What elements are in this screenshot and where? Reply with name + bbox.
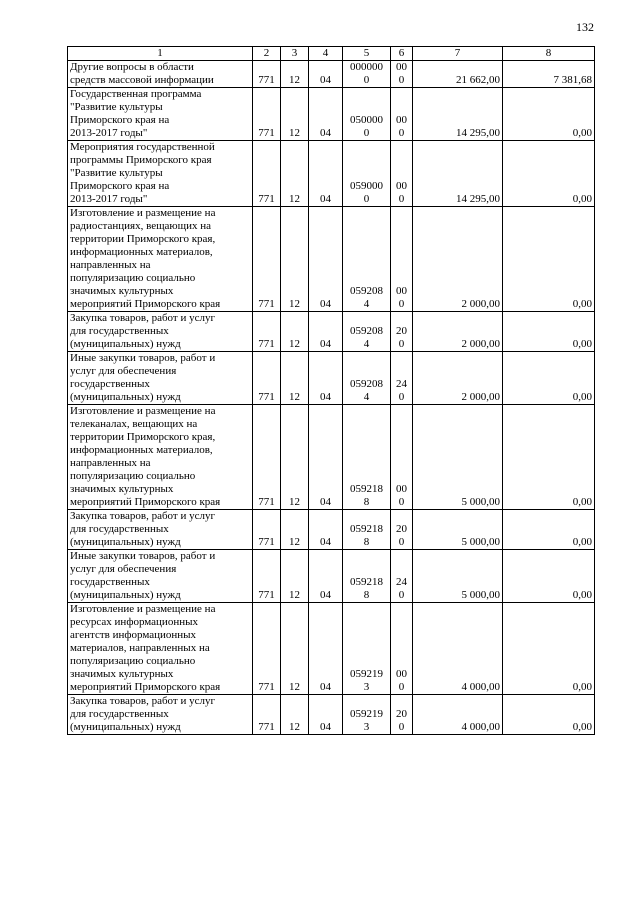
cell-col6: 00 0 (391, 207, 413, 312)
table-row (68, 352, 595, 405)
table-row (68, 61, 595, 88)
cell-col7: 4 000,00 (413, 603, 503, 695)
cell-col6: 00 0 (391, 141, 413, 207)
table-row (68, 695, 595, 735)
budget-table (67, 46, 595, 735)
table-row (68, 405, 595, 510)
row-name: Государственная программа "Развитие культуры Приморского края на 2013-2017 годы" (68, 88, 253, 141)
cell-col6: 24 0 (391, 550, 413, 603)
cell-col3: 12 (281, 695, 309, 735)
cell-col7: 21 662,00 (413, 61, 503, 88)
header-cell: 5 (343, 47, 391, 61)
cell-col5: 059218 8 (343, 510, 391, 550)
cell-col2: 771 (253, 312, 281, 352)
cell-col5: 059218 8 (343, 550, 391, 603)
cell-col6: 00 0 (391, 603, 413, 695)
table-row (68, 312, 595, 352)
cell-col5: 059208 4 (343, 312, 391, 352)
cell-col8: 0,00 (503, 352, 595, 405)
table-row (68, 510, 595, 550)
cell-col4: 04 (309, 141, 343, 207)
cell-col5: 059218 8 (343, 405, 391, 510)
cell-col3: 12 (281, 312, 309, 352)
table-row (68, 603, 595, 695)
cell-col7: 14 295,00 (413, 141, 503, 207)
cell-col2: 771 (253, 695, 281, 735)
cell-col8: 0,00 (503, 405, 595, 510)
header-row (68, 47, 595, 61)
cell-col7: 2 000,00 (413, 207, 503, 312)
cell-col3: 12 (281, 61, 309, 88)
cell-col3: 12 (281, 510, 309, 550)
header-cell: 2 (253, 47, 281, 61)
header-cell: 6 (391, 47, 413, 61)
cell-col6: 20 0 (391, 510, 413, 550)
cell-col2: 771 (253, 207, 281, 312)
table-row (68, 207, 595, 312)
cell-col2: 771 (253, 61, 281, 88)
table-row (68, 88, 595, 141)
cell-col7: 14 295,00 (413, 88, 503, 141)
cell-col2: 771 (253, 405, 281, 510)
cell-col3: 12 (281, 405, 309, 510)
cell-col8: 0,00 (503, 207, 595, 312)
cell-col5: 050000 0 (343, 88, 391, 141)
cell-col4: 04 (309, 550, 343, 603)
cell-col2: 771 (253, 510, 281, 550)
row-name: Иные закупки товаров, работ и услуг для обеспечения государственных (муниципальных) нужд (68, 352, 253, 405)
table-row (68, 550, 595, 603)
cell-col8: 0,00 (503, 695, 595, 735)
cell-col6: 24 0 (391, 352, 413, 405)
cell-col3: 12 (281, 88, 309, 141)
cell-col2: 771 (253, 550, 281, 603)
row-name: Изготовление и размещение на телеканалах, вещающих на территории Приморского края, информационных материалов, направленных на популяризацию социально значимых культурных мероприятий Приморского края (68, 405, 253, 510)
cell-col5: 059219 3 (343, 695, 391, 735)
cell-col6: 20 0 (391, 695, 413, 735)
cell-col7: 2 000,00 (413, 352, 503, 405)
row-name: Изготовление и размещение на ресурсах информационных агентств информационных материалов, направленных на популяризацию социально значимых культурных мероприятий Приморского края (68, 603, 253, 695)
cell-col8: 0,00 (503, 312, 595, 352)
cell-col4: 04 (309, 405, 343, 510)
cell-col7: 5 000,00 (413, 405, 503, 510)
cell-col7: 5 000,00 (413, 550, 503, 603)
cell-col4: 04 (309, 352, 343, 405)
cell-col6: 00 0 (391, 405, 413, 510)
cell-col8: 0,00 (503, 510, 595, 550)
row-name: Мероприятия государственной программы Приморского края "Развитие культуры Приморского края на 2013-2017 годы" (68, 141, 253, 207)
cell-col8: 0,00 (503, 141, 595, 207)
row-name: Закупка товаров, работ и услуг для государственных (муниципальных) нужд (68, 510, 253, 550)
cell-col8: 7 381,68 (503, 61, 595, 88)
cell-col7: 5 000,00 (413, 510, 503, 550)
cell-col4: 04 (309, 61, 343, 88)
header-cell: 7 (413, 47, 503, 61)
row-name: Закупка товаров, работ и услуг для государственных (муниципальных) нужд (68, 695, 253, 735)
row-name: Закупка товаров, работ и услуг для государственных (муниципальных) нужд (68, 312, 253, 352)
cell-col3: 12 (281, 352, 309, 405)
cell-col2: 771 (253, 88, 281, 141)
header-cell: 4 (309, 47, 343, 61)
cell-col7: 4 000,00 (413, 695, 503, 735)
header-cell: 8 (503, 47, 595, 61)
cell-col3: 12 (281, 550, 309, 603)
cell-col6: 00 0 (391, 88, 413, 141)
cell-col5: 059208 4 (343, 207, 391, 312)
cell-col6: 00 0 (391, 61, 413, 88)
cell-col2: 771 (253, 141, 281, 207)
page-number: 132 (576, 20, 594, 34)
row-name: Иные закупки товаров, работ и услуг для обеспечения государственных (муниципальных) нужд (68, 550, 253, 603)
row-name: Изготовление и размещение на радиостанциях, вещающих на территории Приморского края, информационных материалов, направленных на популяризацию социально значимых культурных мероприятий Приморского края (68, 207, 253, 312)
cell-col5: 059219 3 (343, 603, 391, 695)
header-cell: 1 (68, 47, 253, 61)
cell-col3: 12 (281, 603, 309, 695)
cell-col4: 04 (309, 603, 343, 695)
cell-col8: 0,00 (503, 88, 595, 141)
cell-col4: 04 (309, 312, 343, 352)
table-row (68, 141, 595, 207)
cell-col5: 059208 4 (343, 352, 391, 405)
cell-col2: 771 (253, 352, 281, 405)
header-cell: 3 (281, 47, 309, 61)
row-name: Другие вопросы в области средств массовой информации (68, 61, 253, 88)
cell-col3: 12 (281, 207, 309, 312)
cell-col5: 059000 0 (343, 141, 391, 207)
cell-col8: 0,00 (503, 550, 595, 603)
cell-col3: 12 (281, 141, 309, 207)
cell-col7: 2 000,00 (413, 312, 503, 352)
cell-col2: 771 (253, 603, 281, 695)
cell-col4: 04 (309, 207, 343, 312)
cell-col6: 20 0 (391, 312, 413, 352)
cell-col8: 0,00 (503, 603, 595, 695)
cell-col4: 04 (309, 695, 343, 735)
cell-col4: 04 (309, 510, 343, 550)
cell-col5: 000000 0 (343, 61, 391, 88)
cell-col4: 04 (309, 88, 343, 141)
